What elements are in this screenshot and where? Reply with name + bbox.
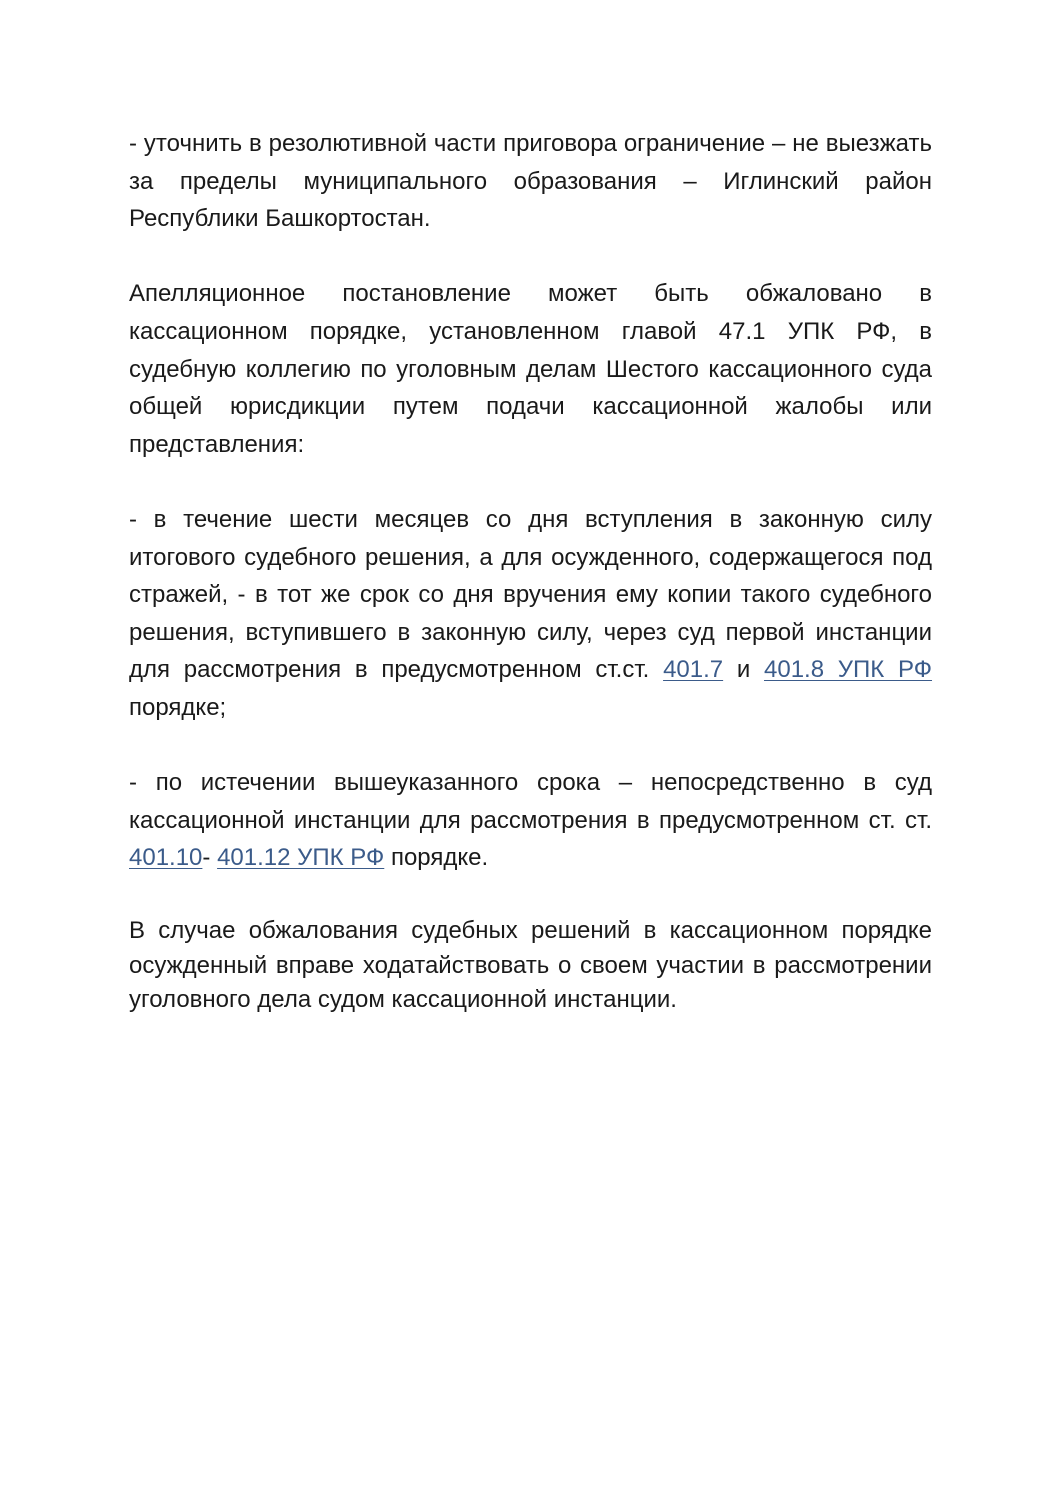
law-link-401-8[interactable]: 401.8 УПК РФ (764, 656, 933, 684)
law-link-401-10[interactable]: 401.10 (129, 844, 203, 872)
paragraph-after-term (129, 764, 932, 877)
paragraph-connector: - (202, 844, 218, 872)
paragraph-restriction: - уточнить в резолютивной части приговора ограничение – не выезжать за пределы муниципального образования – Иглинский район Республики Башкортостан. (129, 130, 932, 233)
paragraph-participation-right: В случае обжалования судебных решений в кассационном порядке осужденный вправе ходатайствовать о своем участии в рассмотрении уголовного дела судом кассационной инстанции. (129, 917, 932, 1014)
paragraph-text: - в течение шести месяцев со дня вступления в законную силу итогового судебного решения, а для осужденного, содержащегося под стражей, - в тот же срок со дня вручения ему копии такого судебного решения, вступившего в законную силу, через суд первой инстанции для рассмотрения в предусмотренном ст.ст. (129, 505, 932, 684)
document-body (129, 125, 932, 1056)
paragraph-text: - по истечении вышеуказанного срока – непосредственно в суд кассационной инстанции для рассмотрения в предусмотренном ст. ст. (129, 769, 932, 834)
law-link-401-7[interactable]: 401.7 (663, 656, 724, 684)
paragraph-appeal-info: Апелляционное постановление может быть обжаловано в кассационном порядке, установленном главой 47.1 УПК РФ, в судебную коллегию по уголовным делам Шестого кассационного суда общей юрисдикции путем подачи кассационной жалобы или представления: (129, 280, 932, 458)
paragraph-connector: и (723, 656, 765, 684)
paragraph-ending: порядке; (129, 693, 227, 721)
law-link-401-12[interactable]: 401.12 УПК РФ (217, 844, 385, 872)
paragraph-six-month-term (129, 501, 932, 727)
paragraph-ending: порядке. (384, 844, 489, 872)
